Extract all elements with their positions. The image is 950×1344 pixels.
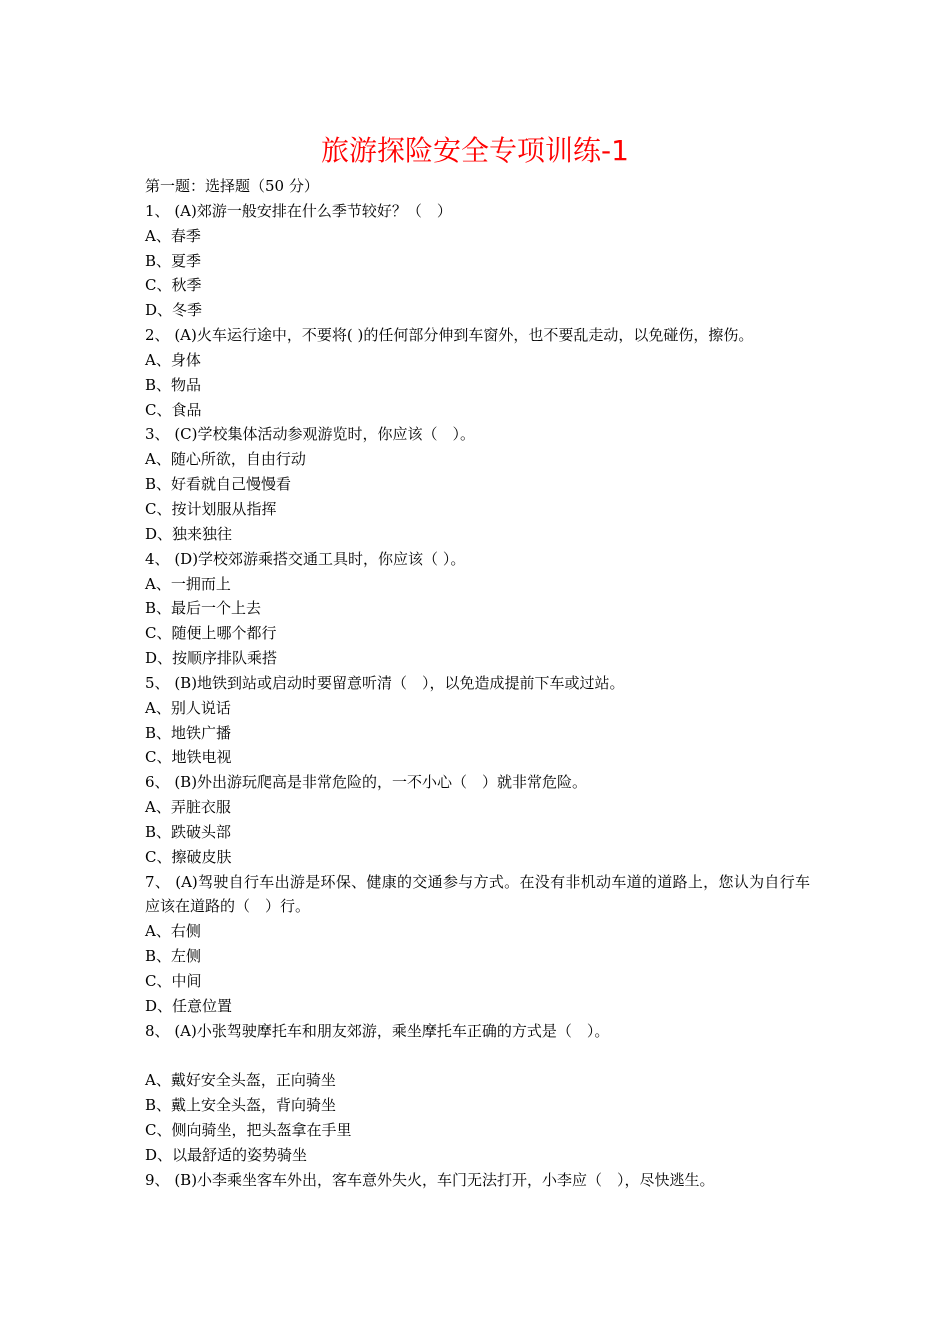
option: A、一拥而上: [145, 574, 231, 593]
option: A、右侧: [145, 922, 201, 941]
document-title: 旅游探险安全专项训练-1: [321, 134, 629, 167]
question-4: 4、 (D)学校郊游乘搭交通工具时，你应该（ ）。: [145, 549, 466, 568]
option: A、随心所欲，自由行动: [145, 450, 306, 469]
question-3: 3、 (C)学校集体活动参观游览时，你应该（ ）。: [145, 425, 475, 444]
question-7: 7、 (A)驾驶自行车出游是环保、健康的交通参与方式。在没有非机动车道的道路上，您认为自行车应该在道路的（ ）行。: [145, 872, 810, 916]
option: A、别人说话: [145, 698, 231, 717]
option: C、按计划服从指挥: [145, 499, 277, 518]
option: B、最后一个上去: [145, 599, 262, 618]
option: D、以最舒适的姿势骑坐: [145, 1145, 308, 1164]
option: C、秋季: [145, 276, 202, 295]
document-body: [145, 174, 810, 1193]
option: B、物品: [145, 375, 202, 394]
option: C、食品: [145, 400, 202, 419]
option: C、随便上哪个都行: [145, 624, 277, 643]
option: D、任意位置: [145, 996, 233, 1015]
option: B、夏季: [145, 251, 202, 270]
option: D、独来独往: [145, 524, 233, 543]
option: C、擦破皮肤: [145, 847, 232, 866]
question-8: 8、 (A)小张驾驶摩托车和朋友郊游，乘坐摩托车正确的方式是（ ）。: [145, 1021, 610, 1040]
option: B、戴上安全头盔，背向骑坐: [145, 1096, 337, 1115]
option: C、中间: [145, 972, 202, 990]
option: B、地铁广播: [145, 723, 232, 742]
question-1: 1、 (A)郊游一般安排在什么季节较好？（ ）: [145, 201, 452, 220]
question-6: 6、 (B)外出游玩爬高是非常危险的，一不小心（ ）就非常危险。: [145, 773, 588, 792]
option: A、弄脏衣服: [145, 798, 231, 817]
option: C、侧向骑坐，把头盔拿在手里: [145, 1121, 352, 1140]
option: D、按顺序排队乘搭: [145, 649, 278, 668]
option: B、左侧: [145, 947, 202, 966]
option: A、戴好安全头盔，正向骑坐: [145, 1071, 336, 1090]
option: A、身体: [145, 350, 201, 369]
blank-line: [145, 1044, 810, 1069]
section-heading: 第一题：选择题（50 分）: [145, 177, 319, 195]
option: B、跌破头部: [145, 822, 232, 841]
question-9: 9、 (B)小李乘坐客车外出，客车意外失火，车门无法打开，小李应（ ），尽快逃生。: [145, 1170, 715, 1189]
option: C、地铁电视: [145, 748, 232, 767]
option: D、冬季: [145, 301, 203, 320]
option: A、春季: [145, 226, 201, 245]
question-2: 2、 (A)火车运行途中，不要将( )的任何部分伸到车窗外，也不要乱走动，以免碰伤，擦伤。: [145, 326, 754, 345]
question-5: 5、 (B)地铁到站或启动时要留意听清（ ），以免造成提前下车或过站。: [145, 673, 625, 692]
option: B、好看就自己慢慢看: [145, 475, 292, 494]
